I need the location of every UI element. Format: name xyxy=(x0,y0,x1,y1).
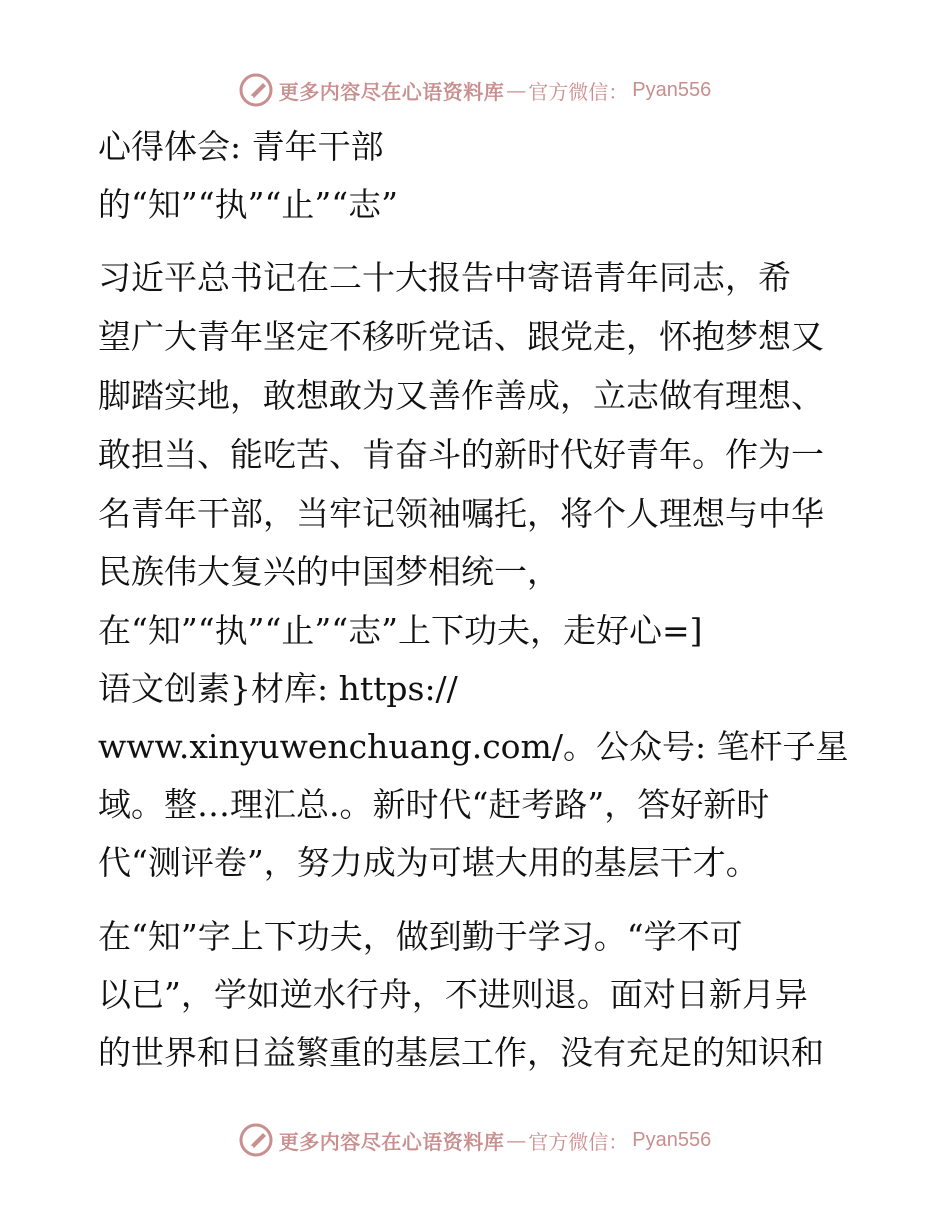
watermark-dash: — xyxy=(506,1128,527,1152)
body-line: 习近平总书记在二十大报告中寄语青年同志，希 xyxy=(98,258,791,297)
body-line: 名青年干部，当牢记领袖嘱托，将个人理想与中华 xyxy=(98,494,824,533)
body-line: 以已”，学如逆水行舟，不进则退。面对日新月异 xyxy=(98,975,808,1014)
pen-seal-logo-icon xyxy=(239,1123,273,1157)
watermark-wechat-id: Pyan556 xyxy=(632,78,712,101)
body-line: 代“测评卷”，努力成为可堪大用的基层干才。 xyxy=(98,843,759,882)
watermark-wechat-id: Pyan556 xyxy=(632,1128,712,1151)
body-line: 语文创素}材库: https:// xyxy=(98,669,458,708)
watermark-wechat-label: 官方微信： xyxy=(528,79,629,104)
pen-seal-logo-icon xyxy=(239,73,273,107)
body-line: 的世界和日益繁重的基层工作，没有充足的知识和 xyxy=(98,1033,824,1072)
watermark-text: 更多内容尽在心语资料库 xyxy=(278,1129,505,1154)
watermark-footer-bottom xyxy=(0,1120,950,1160)
body-line: 在“知”字上下功夫，做到勤于学习。“学不可 xyxy=(98,917,743,956)
watermark-wechat-label: 官方微信： xyxy=(528,1129,629,1154)
watermark-dash: — xyxy=(506,78,527,102)
title-line-2: 的“知”“执”“止”“志” xyxy=(98,185,398,224)
body-line: 在“知”“执”“止”“志”上下功夫，走好心=] xyxy=(98,611,703,650)
watermark-header-top xyxy=(0,70,950,110)
body-line: www.xinyuwenchuang.com/。公众号: 笔杆子星 xyxy=(98,727,849,766)
watermark-text: 更多内容尽在心语资料库 xyxy=(278,79,505,104)
body-line: 脚踏实地，敢想敢为又善作善成，立志做有理想、 xyxy=(98,376,824,415)
body-line: 敢担当、能吃苦、肯奋斗的新时代好青年。作为一 xyxy=(98,435,824,474)
body-line: 域。整…理汇总.。新时代“赶考路”，答好新时 xyxy=(98,785,770,824)
body-line: 望广大青年坚定不移听党话、跟党走，怀抱梦想又 xyxy=(98,317,824,356)
title-line-1: 心得体会: 青年干部 xyxy=(98,127,384,166)
body-line: 民族伟大复兴的中国梦相统一， xyxy=(98,552,560,591)
